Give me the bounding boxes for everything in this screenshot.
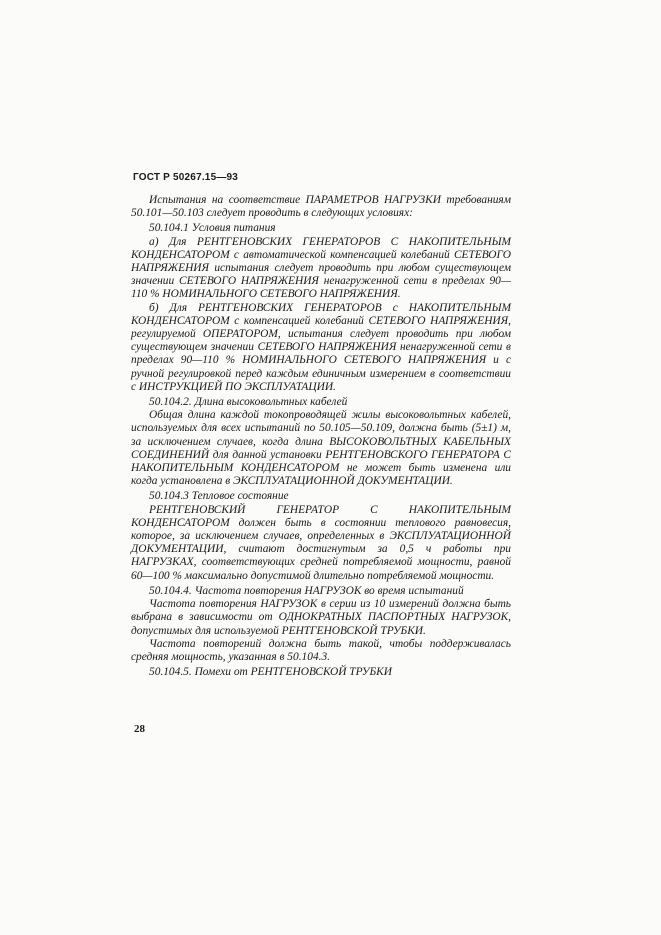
paragraph-repetition: Частота повторения НАГРУЗОК в серии из 10 измерений должна быть выбрана в зависимости от ОДНОКРАТНЫХ ПАСПОРТНЫХ НАГРУЗОК, допустимых для используемой РЕНТГЕНОВСКОЙ ТРУБКИ. xyxy=(131,598,511,637)
paragraph-a: а) Для РЕНТГЕНОВСКИХ ГЕНЕРАТОРОВ С НАКОПИТЕЛЬНЫМ КОНДЕНСАТОРОМ с автоматической компенсацией колебаний СЕТЕВОГО НАПРЯЖЕНИЯ испытания следует проводить при любом существующем значении СЕТЕВОГО НАПРЯЖЕНИЯ ненагруженной сети в пределах 90—110 % НОМИНАЛЬНОГО СЕТЕВОГО НАПРЯЖЕНИЯ. xyxy=(131,235,511,301)
paragraph-thermal: РЕНТГЕНОВСКИЙ ГЕНЕРАТОР С НАКОПИТЕЛЬНЫМ КОНДЕНСАТОРОМ должен быть в состоянии теплового равновесия, которое, за исключением случаев, определенных в ЭКСПЛУАТАЦИОННОЙ ДОКУМЕНТАЦИИ, считают достигнутым за 0,5 ч работы при НАГРУЗКАХ, соответствующих средней потребляемой мощности, равной 60—100 % максимально допустимой длительно потребляемой мощности. xyxy=(131,503,511,582)
page-number: 28 xyxy=(134,723,145,735)
paragraph-b: б) Для РЕНТГЕНОВСКИХ ГЕНЕРАТОРОВ с НАКОПИТЕЛЬНЫМ КОНДЕНСАТОРОМ с компенсацией колебаний СЕТЕВОГО НАПРЯЖЕНИЯ, регулируемой ОПЕРАТОРОМ, испытания следует проводить при любом существующем значении СЕТЕВОГО НАПРЯЖЕНИЯ ненагруженной сети в пределах 90—110 % НОМИНАЛЬНОГО СЕТЕВОГО НАПРЯЖЕНИЯ и с ручной регулировкой перед каждым единичным измерением в соответствии с ИНСТРУКЦИЕЙ ПО ЭКСПЛУАТАЦИИ. xyxy=(131,301,511,393)
section-heading-50-104-1: 50.104.1 Условия питания xyxy=(149,222,276,235)
document-header: ГОСТ Р 50267.15—93 xyxy=(133,172,239,183)
paragraph-cables: Общая длина каждой токопроводящей жилы высоковольтных кабелей, используемых для всех испытаний по 50.105—50.109, должна быть (5±1) м, за исключением случаев, когда длина ВЫСОКОВОЛЬТНЫХ КАБЕЛЬНЫХ СОЕДИНЕНИЙ для данной установки РЕНТГЕНОВСКОГО ГЕНЕРАТОРА С НАКОПИТЕЛЬНЫМ КОНДЕНСАТОРОМ не может быть изменена или когда установлена в ЭКСПЛУАТАЦИОННОЙ ДОКУМЕНТАЦИИ. xyxy=(131,409,511,488)
section-heading-50-104-2: 50.104.2. Длина высоковольтных кабелей xyxy=(149,396,348,409)
section-heading-50-104-4: 50.104.4. Частота повторения НАГРУЗОК во время испытаний xyxy=(149,584,464,597)
document-body xyxy=(131,194,511,679)
paragraph-power: Частота повторений должна быть такой, чтобы поддерживалась средняя мощность, указанная в 50.104.3. xyxy=(131,637,511,663)
section-heading-50-104-3: 50.104.3 Тепловое состояние xyxy=(149,490,289,503)
paragraph-intro: Испытания на соответствие ПАРАМЕТРОВ НАГРУЗКИ требованиям 50.101—50.103 следует проводить в следующих условиях: xyxy=(131,194,511,220)
section-heading-50-104-5: 50.104.5. Помехи от РЕНТГЕНОВСКОЙ ТРУБКИ xyxy=(149,666,392,679)
